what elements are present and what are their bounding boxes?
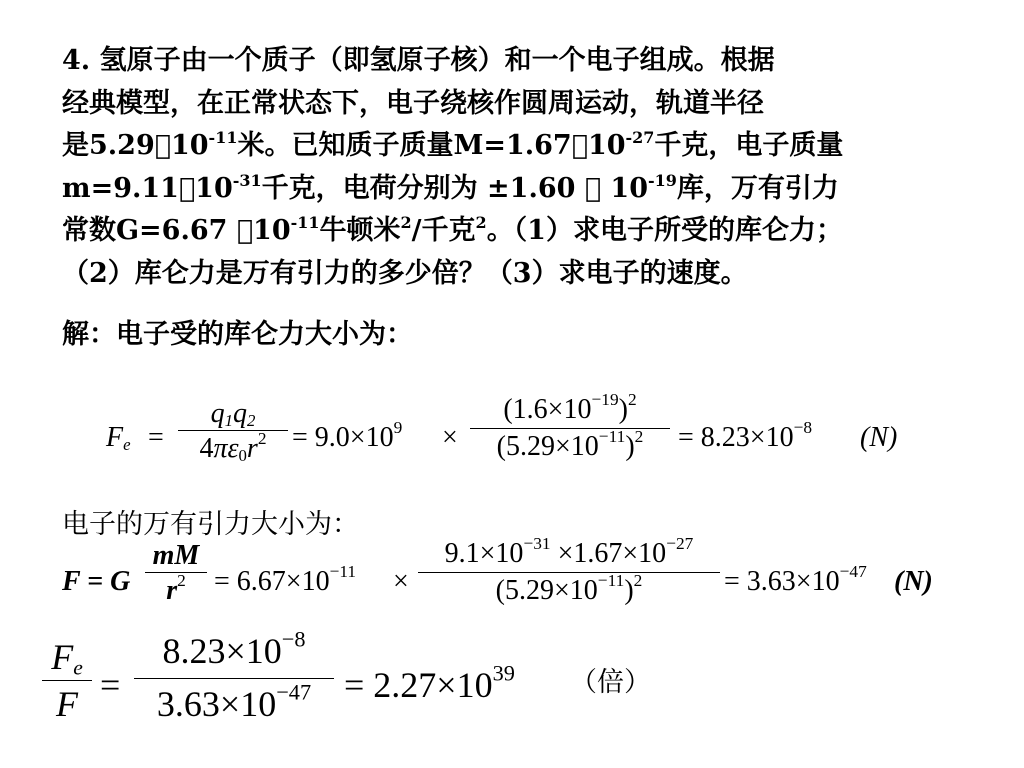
eq2-frac2-den: $(5.29\times 10^{-11})^2$ — [495, 570, 643, 606]
eq3-frac2-num: $8.23\times 10^{-8}$ — [162, 626, 306, 671]
problem-line-3: 是$5.29 10^{-11}$米。已知质子质量$M=1.67 10^{-27}$千克，电子质量 — [62, 128, 844, 161]
problem-line-6: （2）库仑力是万有引力的多少倍？（3）求电子的速度。 — [62, 257, 748, 289]
eq1-times: × — [442, 422, 458, 453]
solution-intro: 解：电子受的库仑力大小为： — [62, 319, 413, 350]
eq3-equals: = — [100, 665, 121, 705]
problem-line-2: 经典模型，在正常状态下，电子绕核作圆周运动，轨道半径 — [62, 87, 764, 119]
eq3-result: = $2.27\times 10^{39}$ — [344, 660, 515, 705]
eq1-coefficient: = $9.0\times 10^9$ — [292, 417, 403, 453]
eq2-lhs: F = G — [62, 566, 131, 597]
eq2-frac2-num: $9.1\times 10^{-31} \times 1.67\times 10^{-27}$ — [444, 533, 694, 569]
eq1-frac1-num: $q_1q_2$ — [210, 398, 256, 431]
eq1-lhs: $F_e$ — [106, 422, 131, 455]
eq3-fraction-2 — [134, 626, 334, 731]
eq1-equals: = — [148, 422, 164, 453]
problem-line-5: 常数G=6.67 $ 10^{-11}$牛顿米$^2$/千克$^2$。（1）求电子所受的库仑力； — [62, 213, 843, 246]
eq1-frac2-num: $(1.6\times 10^{-19})^2$ — [503, 389, 637, 425]
problem-line-4: $m=9.11 10^{-31}$千克，电荷分别为 ±1.60   $10^{-19}$库，万有引力 — [62, 170, 839, 204]
eq3-frac1-den: F — [56, 684, 78, 724]
eq3-fraction-1 — [42, 636, 92, 727]
eq1-frac1-den: $4\pi\varepsilon_0r^2$ — [199, 428, 267, 466]
eq2-coefficient: = $6.67\times 10^{-11}$ — [214, 561, 357, 597]
eq1-unit: (N) — [860, 422, 898, 453]
eq2-frac1-den: $r^2$ — [166, 570, 186, 606]
eq3-frac2-den: $3.63\times 10^{-47}$ — [156, 679, 312, 724]
eq2-unit: (N) — [894, 566, 933, 597]
gravity-intro: 电子的万有引力大小为： — [62, 509, 359, 540]
eq2-result: = $3.63\times 10^{-47}$ — [724, 561, 867, 597]
eq1-result: = $8.23\times 10^{-8}$ — [678, 417, 813, 453]
eq3-frac1-num: $F_e$ — [51, 637, 83, 680]
eq2-frac1-num: mM — [152, 540, 200, 571]
ratio-unit: （倍） — [570, 667, 651, 698]
eq2-times: × — [393, 566, 409, 597]
eq1-frac2-den: $(5.29\times 10^{-11})^2$ — [496, 426, 644, 462]
problem-line-1: 4. 氢原子由一个质子（即氢原子核）和一个电子组成。根据 — [62, 45, 775, 76]
